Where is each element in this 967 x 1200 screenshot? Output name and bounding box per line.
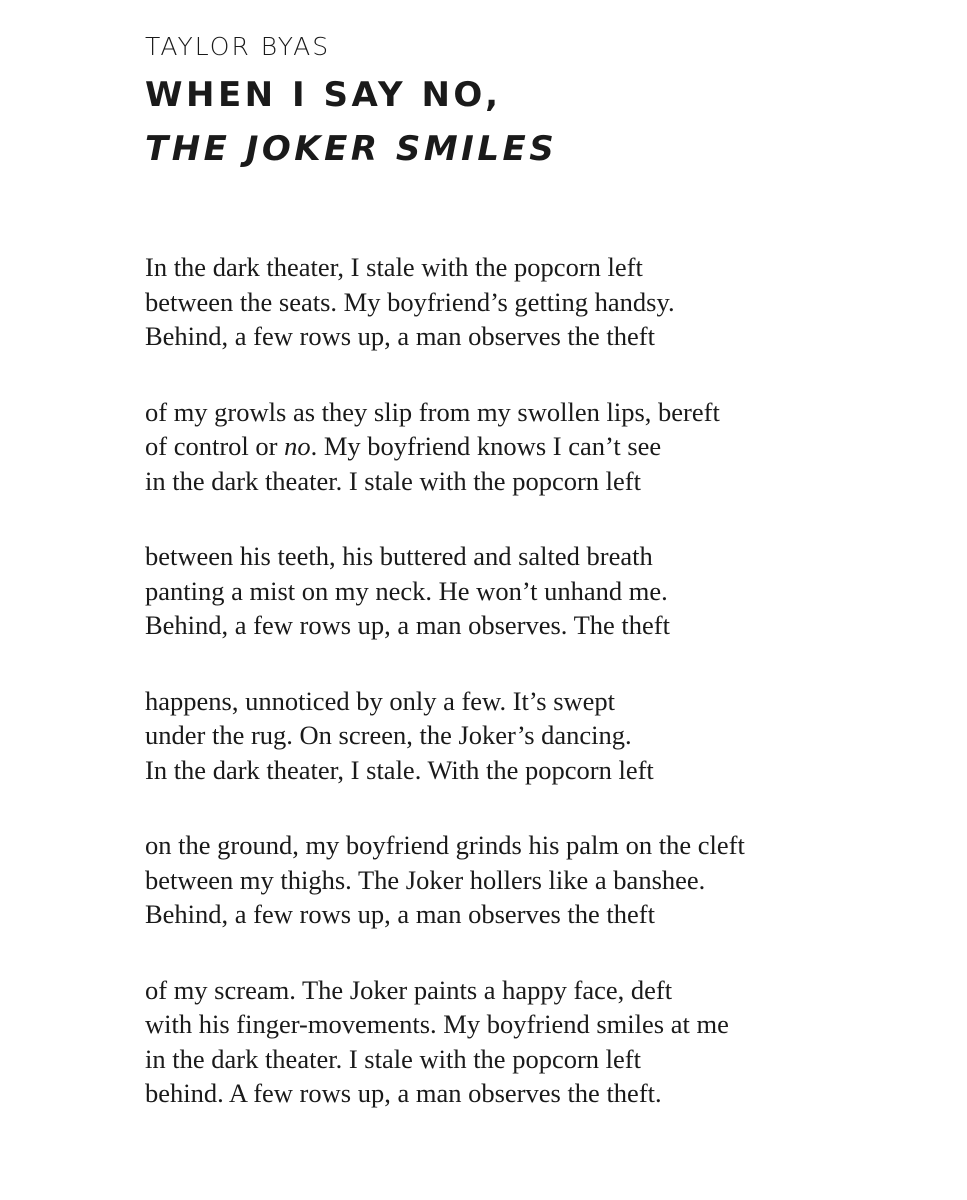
poem-page (145, 28, 945, 1152)
poem-line: of my growls as they slip from my swollen lips, bereft (145, 396, 720, 427)
poem-line: with his finger-movements. My boyfriend smiles at me (145, 1009, 729, 1039)
stanza (145, 395, 945, 499)
poem-line: in the dark theater. I stale with the popcorn left (145, 1043, 641, 1074)
poem-line: between my thighs. The Joker hollers like a banshee. (145, 864, 706, 895)
poem-line-text: of control or (145, 431, 285, 461)
poem-line: under the rug. On screen, the Joker’s dancing. (145, 720, 632, 750)
poem-line: behind. A few rows up, a man observes the theft. (145, 1078, 662, 1108)
poem-line-text: . My boyfriend knows I can’t see (310, 431, 662, 461)
poem-line: in the dark theater. I stale with the popcorn left (145, 465, 641, 496)
poem-line: Behind, a few rows up, a man observes the theft (145, 899, 655, 929)
poem-line: between the seats. My boyfriend’s getting handsy. (145, 286, 675, 317)
poem-line: between his teeth, his buttered and salted breath (145, 541, 653, 571)
author-name: TAYLOR BYAS (145, 32, 331, 61)
poem-line (145, 429, 945, 464)
stanza (145, 973, 945, 1111)
poem-body (145, 250, 945, 1111)
poem-line: In the dark theater, I stale with the popcorn left (145, 252, 643, 282)
stanza (145, 828, 945, 932)
poem-line: Behind, a few rows up, a man observes. The theft (145, 610, 670, 640)
title-line-1: WHEN I SAY NO, (145, 75, 502, 115)
poem-line-emphasis: no (284, 431, 311, 461)
poem-title (145, 68, 945, 176)
title-line-2: THE JOKER SMILES (145, 129, 558, 169)
poem-line: happens, unnoticed by only a few. It’s swept (145, 685, 616, 716)
poem-line: Behind, a few rows up, a man observes the theft (145, 321, 655, 351)
stanza (145, 684, 945, 788)
stanza (145, 250, 945, 354)
stanza (145, 539, 945, 643)
poem-line: on the ground, my boyfriend grinds his palm on the cleft (145, 830, 745, 860)
poem-line: panting a mist on my neck. He won’t unhand me. (145, 575, 668, 606)
poem-line: In the dark theater, I stale. With the popcorn left (145, 754, 654, 785)
poem-line: of my scream. The Joker paints a happy face, deft (145, 974, 673, 1005)
